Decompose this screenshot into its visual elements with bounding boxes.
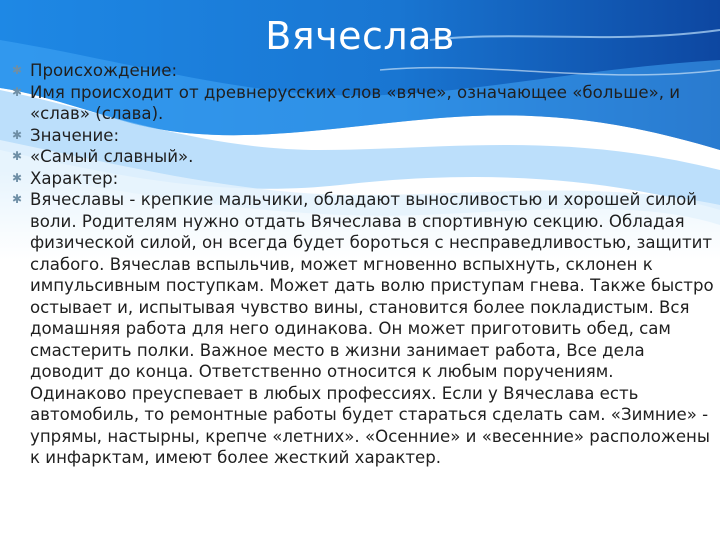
asterisk-icon: ✱	[11, 149, 23, 163]
bullet-text: Характер:	[30, 168, 119, 188]
bullet-item	[10, 146, 714, 168]
bullet-item	[10, 168, 714, 190]
bullet-text: Происхождение:	[30, 61, 178, 80]
slide-title	[0, 14, 720, 58]
asterisk-icon: ✱	[11, 84, 23, 99]
slide-title-text: Вячеслав	[265, 14, 455, 58]
asterisk-icon: ✱	[11, 127, 23, 142]
bullet-text: Вячеславы - крепкие мальчики, обладают выносливостью и хорошей силой воли. Родителям нужно отдать Вячеслава в спортивную секцию. Обладая физической силой, он всегда будет бороться с несправедливостью, защитит слабого. Вячеслав вспыльчив, может мгновенно вспыхнуть, склонен к импульсивным поступкам. Может дать волю приступам гнева. Также быстро остывает и, испытывая чувство вины, становится более покладистым. Вся домашняя работа для него одинакова. Он может приготовить обед, сам смастерить полки. Важное место в жизни занимает работа, Все дела доводит до конца. Ответственно относится к любым поручениям. Одинаково преуспевает в любых профессиях. Если у Вячеслава есть автомобиль, то ремонтные работы будет стараться сделать сам. «Зимние» - упрямы, настырны, крепче «летних». «Осенние» и «весенние» расположены к инфарктам, имеют более жесткий характер.	[30, 190, 714, 467]
asterisk-icon: ✱	[11, 192, 23, 206]
bullet-list	[10, 60, 714, 469]
asterisk-icon: ✱	[11, 170, 23, 185]
bullet-item	[10, 60, 714, 82]
bullet-text: «Самый славный».	[30, 147, 194, 166]
bullet-item	[10, 82, 714, 125]
asterisk-icon: ✱	[11, 63, 23, 77]
bullet-text: Значение:	[30, 125, 120, 145]
bullet-item	[10, 189, 714, 469]
bullet-text: Имя происходит от древнерусских слов «вяче», означающее «больше», и «слав» (слава).	[30, 82, 681, 123]
bullet-item	[10, 125, 714, 147]
